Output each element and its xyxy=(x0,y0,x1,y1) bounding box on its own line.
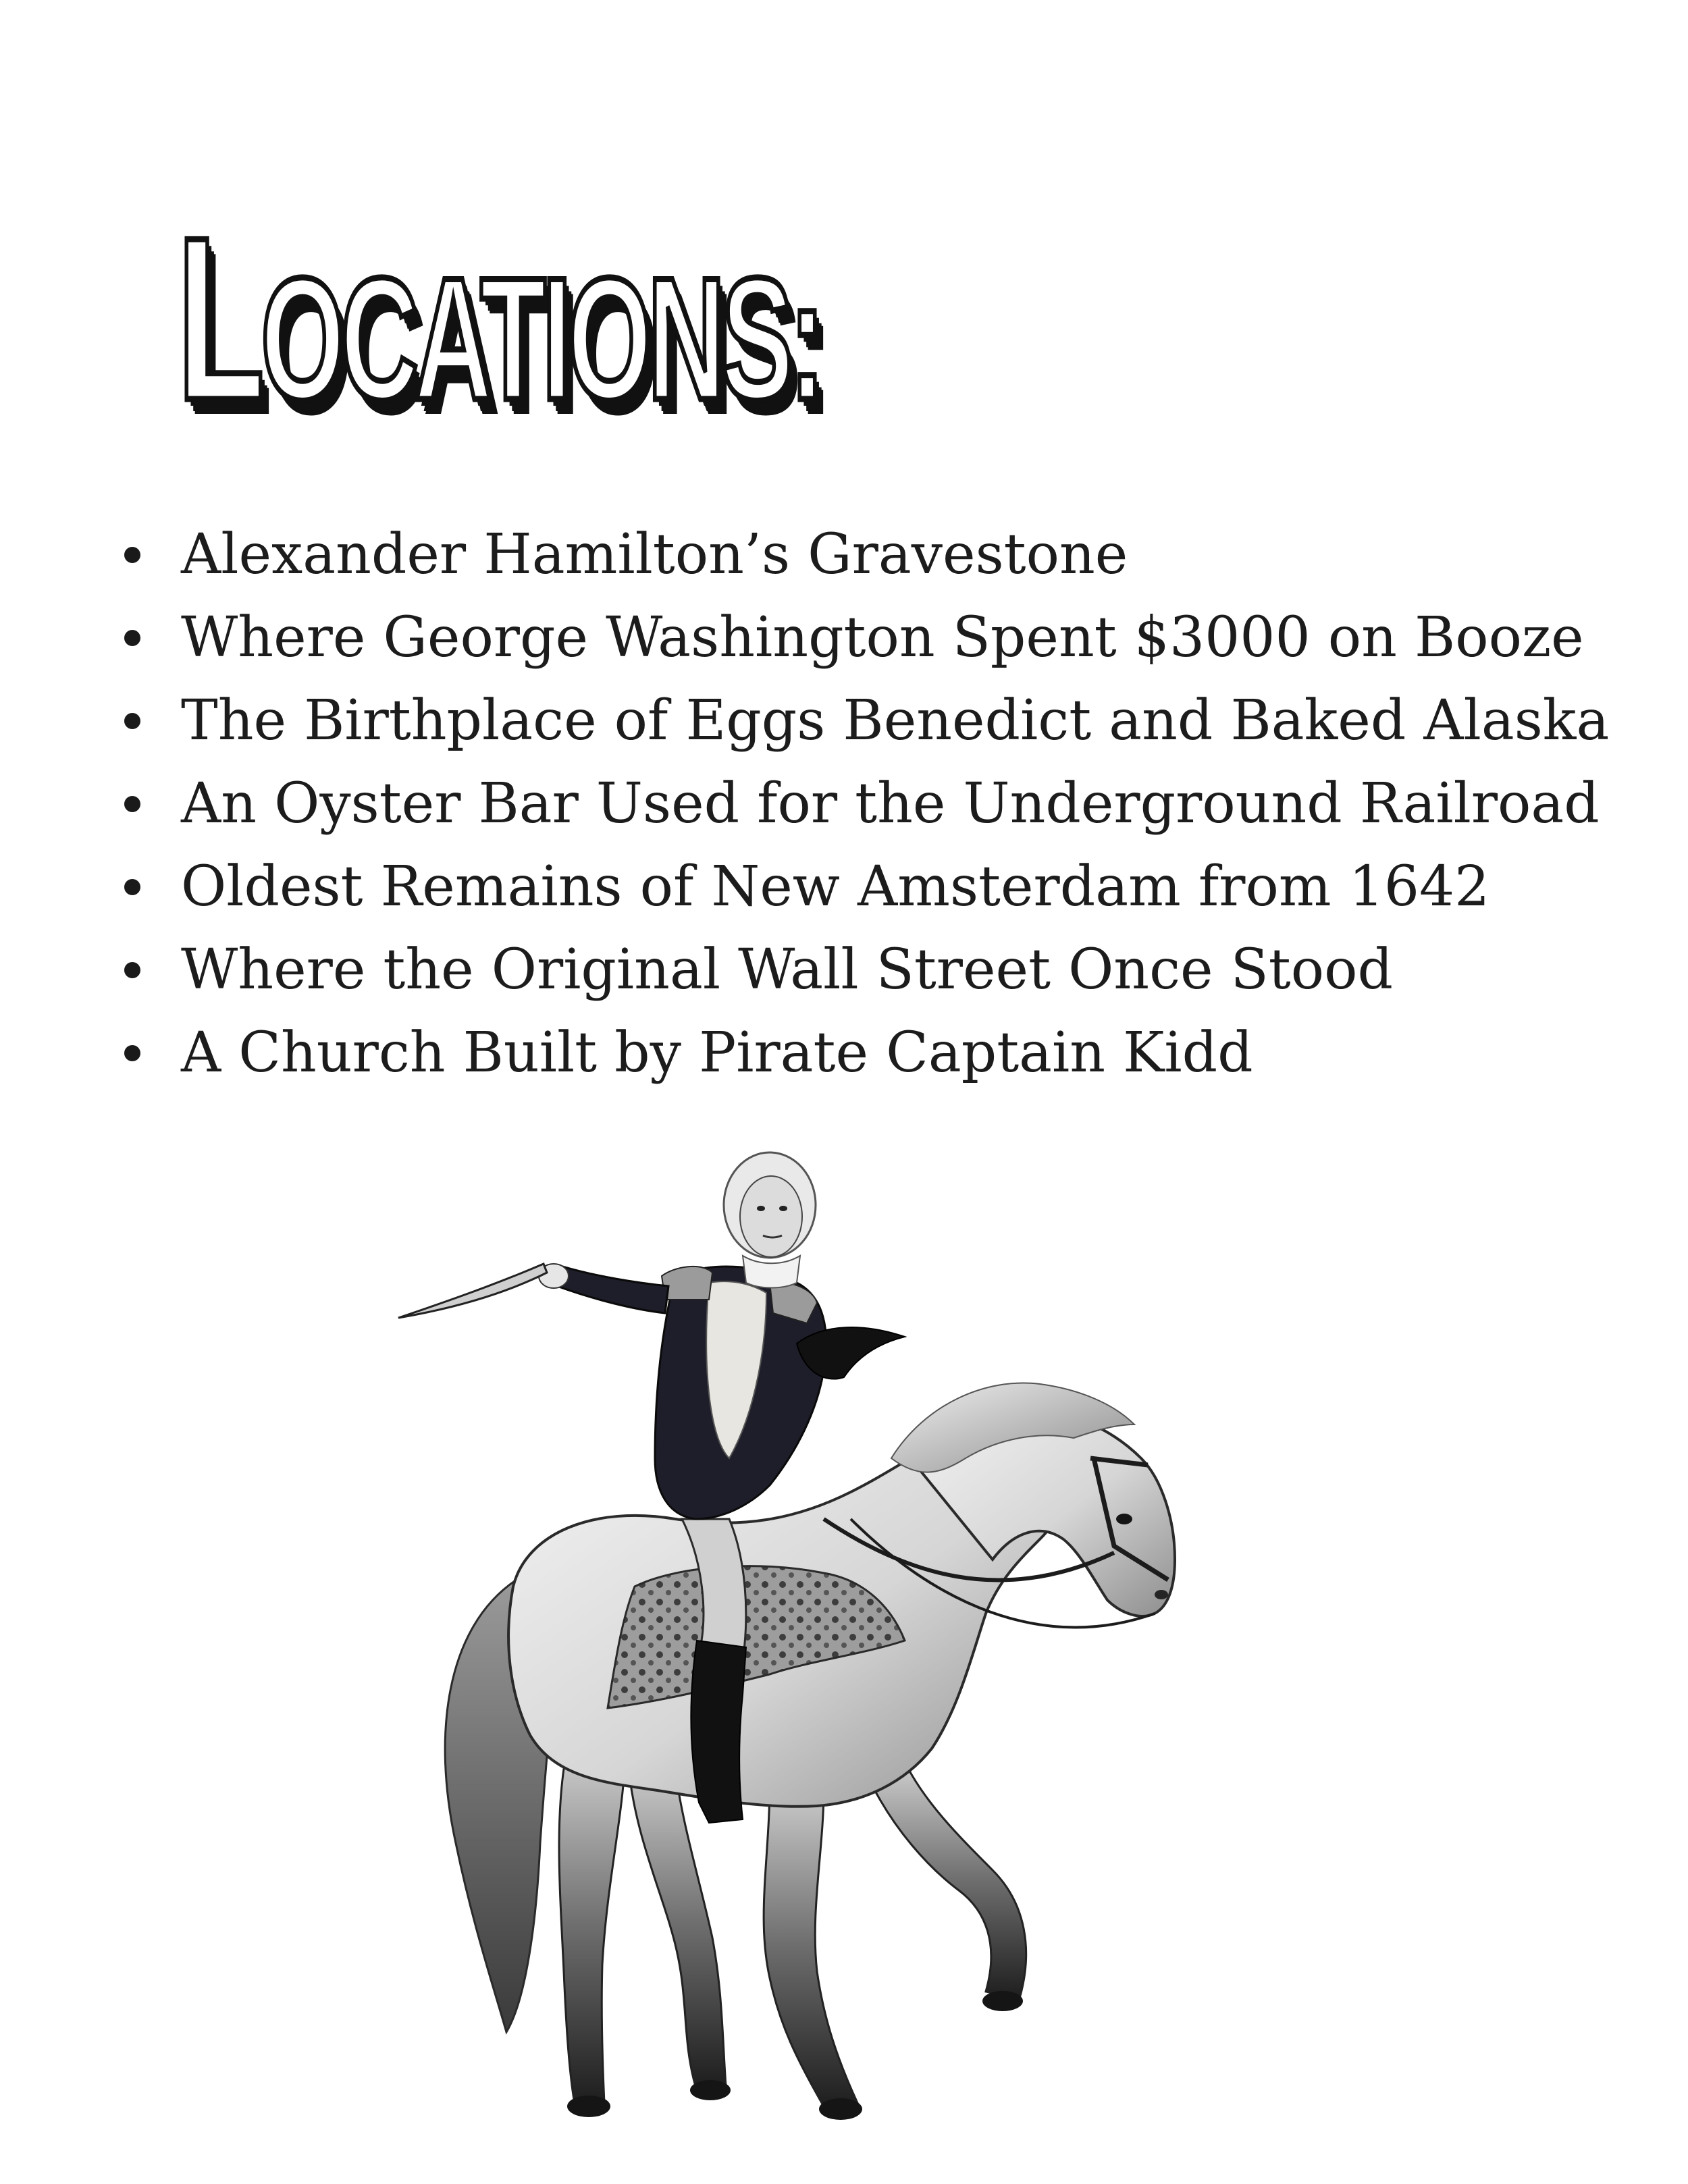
list-item xyxy=(101,928,1609,1011)
title-first-letter: L xyxy=(177,189,261,448)
bullet-icon xyxy=(124,796,140,812)
list-item-text: Alexander Hamilton’s Gravestone xyxy=(181,523,1128,587)
list-item-text: Where George Washington Spent $3000 on Booze xyxy=(181,606,1584,670)
horse-nostril xyxy=(1155,1590,1168,1599)
rider-eye xyxy=(779,1206,787,1211)
list-item-text: A Church Built by Pirate Captain Kidd xyxy=(181,1021,1253,1085)
list-item xyxy=(101,679,1609,762)
horse-eye xyxy=(1116,1514,1132,1524)
list-item-text: Oldest Remains of New Amsterdam from 1642 xyxy=(181,855,1490,919)
horse-hoof xyxy=(690,2080,731,2100)
rider-cravat xyxy=(743,1256,800,1288)
rider-tricorn-hat xyxy=(797,1327,905,1379)
horse-front-leg-right xyxy=(864,1762,1026,1998)
list-item xyxy=(101,596,1609,679)
list-item xyxy=(101,1011,1609,1094)
list-item xyxy=(101,513,1609,596)
list-item xyxy=(101,762,1609,845)
bullet-icon xyxy=(124,713,140,729)
title-rest: OCATIONS: xyxy=(261,241,821,436)
horse-front-leg-left xyxy=(764,1782,858,2106)
rider-boot xyxy=(691,1641,746,1823)
horse-hind-leg-left xyxy=(559,1749,625,2103)
bullet-icon xyxy=(124,547,140,563)
rider-sword-arm xyxy=(557,1266,668,1313)
page-title xyxy=(177,189,821,448)
list-item-text: The Birthplace of Eggs Benedict and Baked Alaska xyxy=(181,689,1610,753)
rider-face xyxy=(740,1176,802,1257)
bullet-icon xyxy=(124,962,140,978)
bullet-icon xyxy=(124,879,140,895)
horse-hoof xyxy=(819,2098,862,2120)
locations-list xyxy=(101,513,1609,1094)
washington-on-horseback-illustration xyxy=(392,1141,1269,2154)
rider-epaulette xyxy=(662,1267,712,1300)
rider-sword xyxy=(398,1264,547,1318)
horse-hoof xyxy=(567,2096,610,2117)
list-item-text: An Oyster Bar Used for the Underground Railroad xyxy=(181,772,1600,836)
list-item xyxy=(101,845,1609,928)
list-item-text: Where the Original Wall Street Once Stood xyxy=(181,938,1393,1002)
rider-eye xyxy=(757,1206,765,1211)
horse-hoof xyxy=(982,1991,1023,2011)
bullet-icon xyxy=(124,1045,140,1061)
bullet-icon xyxy=(124,630,140,646)
